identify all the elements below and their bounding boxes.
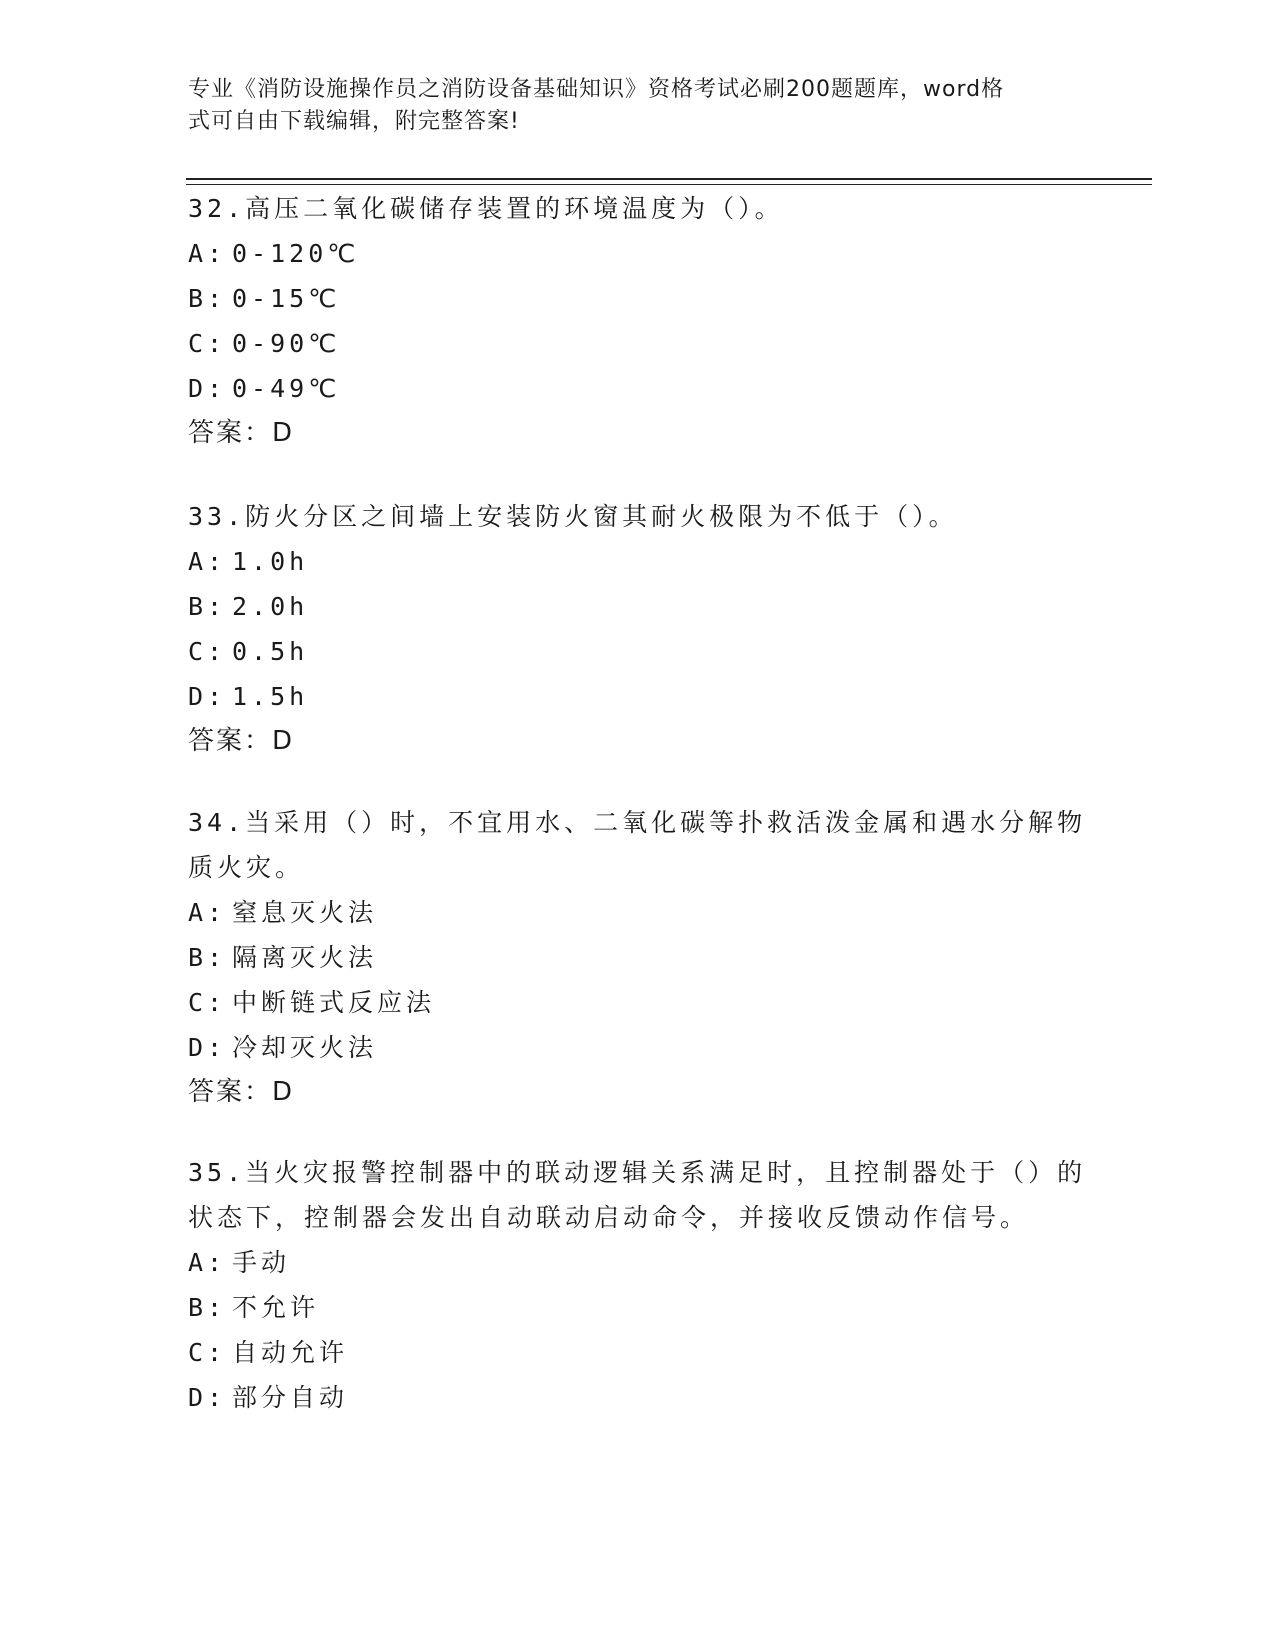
option-label: D:: [188, 1383, 227, 1412]
option-b: [188, 276, 1088, 321]
option-text: 1.5h: [232, 682, 309, 711]
option-label: D:: [188, 1033, 227, 1062]
option-label: B:: [188, 943, 227, 972]
document-header: [188, 74, 1068, 138]
option-c: [188, 1330, 1088, 1375]
option-text: 0-90℃: [232, 329, 341, 358]
option-text: 0-15℃: [232, 284, 341, 313]
option-d: [188, 1375, 1088, 1420]
option-text: 1.0h: [232, 547, 309, 576]
question-stem: 32.高压二氧化碳储存装置的环境温度为（）。: [188, 194, 784, 223]
option-label: A:: [188, 898, 227, 927]
option-text: 0-49℃: [232, 374, 341, 403]
option-label: A:: [188, 1248, 227, 1277]
option-d: [188, 1025, 1088, 1070]
option-label: B:: [188, 1293, 227, 1322]
option-text: 部分自动: [232, 1383, 349, 1412]
option-c: [188, 629, 1088, 674]
header-divider-thin: [186, 184, 1152, 185]
option-label: C:: [188, 1338, 227, 1367]
option-d: [188, 674, 1088, 719]
option-label: C:: [188, 329, 227, 358]
option-label: A:: [188, 239, 227, 268]
option-text: 手动: [232, 1248, 291, 1277]
answer-line: 答案：D: [188, 726, 295, 756]
option-label: D:: [188, 374, 227, 403]
answer-line: 答案：D: [188, 418, 295, 448]
option-text: 中断链式反应法: [232, 988, 436, 1017]
option-a: [188, 890, 1088, 935]
option-text: 0.5h: [232, 637, 309, 666]
option-text: 冷却灭火法: [232, 1033, 378, 1062]
question-stem-line-1: 35.当火灾报警控制器中的联动逻辑关系满足时，且控制器处于（）的: [188, 1158, 1087, 1187]
question-stem-line-1: 34.当采用（）时，不宜用水、二氧化碳等扑救活泼金属和遇水分解物: [188, 808, 1087, 837]
option-text: 2.0h: [232, 592, 309, 621]
option-text: 窒息灭火法: [232, 898, 378, 927]
option-label: C:: [188, 988, 227, 1017]
option-label: A:: [188, 547, 227, 576]
header-divider-thick: [186, 178, 1152, 180]
question-stem: 33.防火分区之间墙上安装防火窗其耐火极限为不低于（）。: [188, 502, 958, 531]
question-32: [188, 186, 1088, 456]
option-a: [188, 1240, 1088, 1285]
option-text: 自动允许: [232, 1338, 349, 1367]
option-text: 0-120℃: [232, 239, 360, 268]
option-text: 隔离灭火法: [232, 943, 378, 972]
header-line-2: 式可自由下载编辑，附完整答案!: [188, 109, 520, 134]
question-33: [188, 494, 1088, 764]
answer-line: 答案：D: [188, 1077, 295, 1107]
option-d: [188, 366, 1088, 411]
option-b: [188, 1285, 1088, 1330]
header-line-1: 专业《消防设施操作员之消防设备基础知识》资格考试必刷200题题库，word格: [188, 77, 1005, 102]
question-35: [188, 1150, 1088, 1420]
option-label: C:: [188, 637, 227, 666]
option-a: [188, 539, 1088, 584]
option-text: 不允许: [232, 1293, 320, 1322]
option-label: B:: [188, 592, 227, 621]
option-label: B:: [188, 284, 227, 313]
option-b: [188, 935, 1088, 980]
option-b: [188, 584, 1088, 629]
question-34: [188, 800, 1088, 1115]
question-stem-line-2: 状态下，控制器会发出自动联动启动命令，并接收反馈动作信号。: [188, 1203, 1030, 1232]
option-a: [188, 231, 1088, 276]
option-c: [188, 980, 1088, 1025]
option-c: [188, 321, 1088, 366]
question-stem-line-2: 质火灾。: [188, 853, 305, 882]
option-label: D:: [188, 682, 227, 711]
